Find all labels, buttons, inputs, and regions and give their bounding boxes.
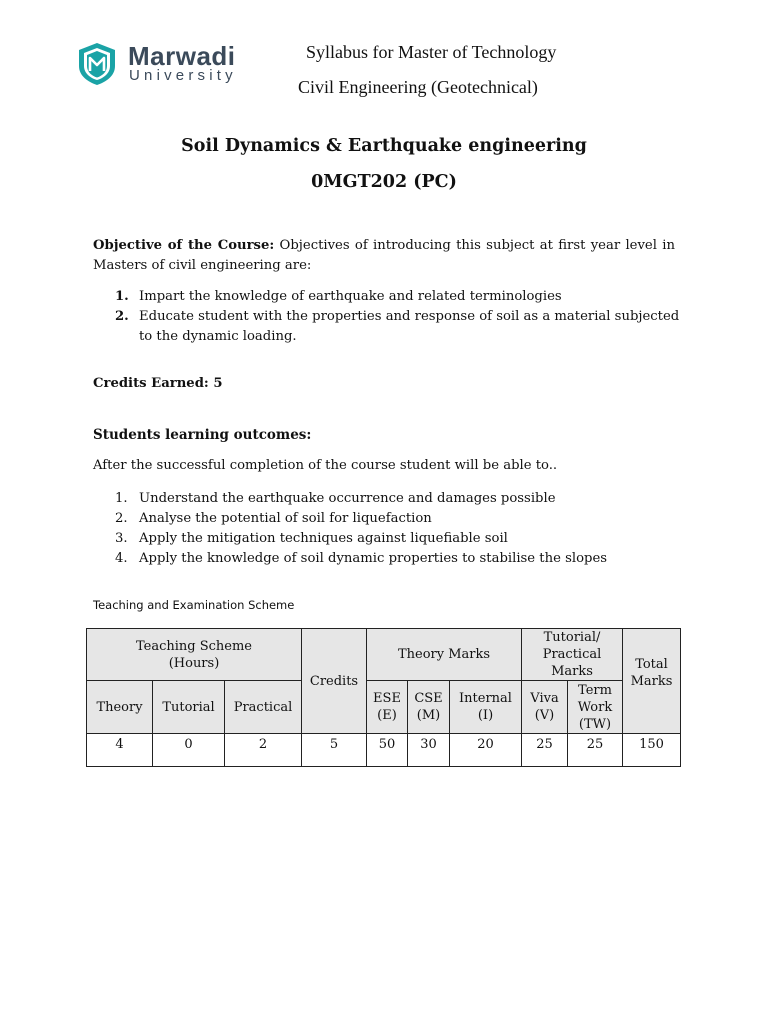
program-header: Civil Engineering (Geotechnical) [298, 77, 538, 97]
list-item [93, 529, 607, 549]
outcomes-heading: Students learning outcomes: [93, 427, 312, 443]
teaching-scheme-header: Teaching Scheme (Hours) [87, 629, 302, 681]
viva-value: 25 [522, 734, 568, 767]
outcomes-intro: After the successful completion of the course student will be able to.. [93, 458, 558, 473]
tutorial-value: 0 [153, 734, 225, 767]
objective-text: Objectives of introducing this subject at first year level in Masters of civil engineering are: [93, 238, 675, 273]
objective-label: Objective of the Course: [93, 238, 275, 253]
cse-value: 30 [408, 734, 450, 767]
objective-paragraph [93, 236, 675, 276]
logo-name-line2: University [129, 67, 237, 84]
term-work-header: Term Work (TW) [568, 681, 623, 734]
internal-header: Internal (I) [450, 681, 522, 734]
list-number: 1. [115, 289, 129, 304]
logo-name-line1: Marwadi [128, 41, 236, 71]
list-text: Educate student with the properties and response of soil as a material subjected to the dynamic loading. [139, 309, 680, 344]
list-text: Impart the knowledge of earthquake and related terminologies [139, 289, 562, 304]
list-text: Analyse the potential of soil for liquefaction [139, 511, 432, 526]
teaching-examination-table [86, 628, 681, 767]
credits-header: Credits [302, 629, 367, 734]
list-item [93, 509, 607, 529]
theory-value: 4 [87, 734, 153, 767]
course-title: Soil Dynamics & Earthquake engineering [181, 136, 587, 156]
list-text: Apply the knowledge of soil dynamic properties to stabilise the slopes [139, 551, 608, 566]
list-item [93, 549, 607, 569]
list-number: 2. [115, 309, 129, 324]
practical-header: Practical [225, 681, 302, 734]
tutorial-header: Tutorial [153, 681, 225, 734]
credits-value: 5 [302, 734, 367, 767]
theory-marks-header: Theory Marks [367, 629, 522, 681]
scheme-caption: Teaching and Examination Scheme [93, 598, 295, 612]
list-text: Understand the earthquake occurrence and damages possible [139, 491, 556, 506]
list-number: 2. [115, 511, 128, 526]
viva-header: Viva (V) [522, 681, 568, 734]
total-marks-header: Total Marks [623, 629, 681, 734]
credits-earned: Credits Earned: 5 [93, 376, 223, 391]
theory-header: Theory [87, 681, 153, 734]
cse-header: CSE (M) [408, 681, 450, 734]
list-number: 1. [115, 491, 128, 506]
list-number: 4. [115, 551, 128, 566]
syllabus-header: Syllabus for Master of Technology [306, 42, 557, 62]
university-logo [78, 42, 258, 88]
tutorial-practical-marks-header: Tutorial/ Practical Marks [522, 629, 623, 681]
internal-value: 20 [450, 734, 522, 767]
list-item [93, 307, 683, 347]
term-work-value: 25 [568, 734, 623, 767]
course-code: 0MGT202 (PC) [311, 172, 457, 192]
list-number: 3. [115, 531, 128, 546]
outcomes-list [93, 489, 607, 569]
list-item [93, 287, 683, 307]
total-value: 150 [623, 734, 681, 767]
shield-logo-icon [78, 42, 116, 86]
ese-header: ESE (E) [367, 681, 408, 734]
list-item [93, 489, 607, 509]
practical-value: 2 [225, 734, 302, 767]
ese-value: 50 [367, 734, 408, 767]
list-text: Apply the mitigation techniques against liquefiable soil [139, 531, 508, 546]
objective-list [93, 287, 683, 347]
